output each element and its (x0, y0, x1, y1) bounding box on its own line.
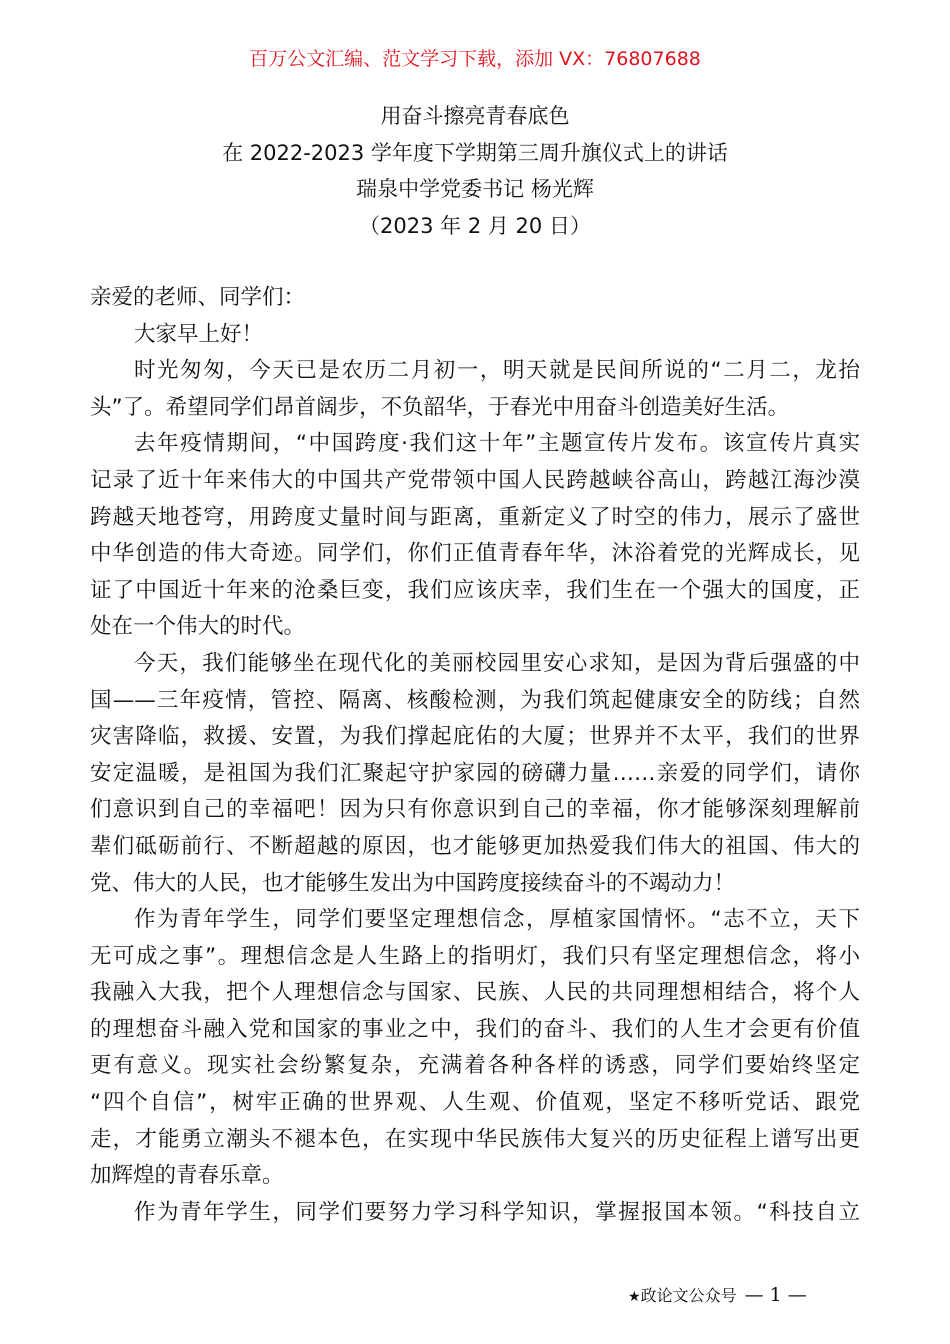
body-text-line: 无可成之事”。理想信念是人生路上的指明灯，我们只有坚定理想信念，将小 (90, 943, 860, 969)
body-text-line: 亲爱的老师、同学们： (90, 285, 306, 310)
body-text-line: 作为青年学生，同学们要努力学习科学知识，掌握报国本领。“科技自立 (134, 1199, 860, 1225)
body-text-line: 大家早上好！ (134, 321, 264, 347)
star-icon: ★ (628, 1289, 641, 1305)
footer-source: 政论文公众号 (640, 1286, 737, 1305)
body-text-line: 安定温暖，是祖国为我们汇聚起守护家园的磅礴力量……亲爱的同学们，请你 (90, 760, 860, 786)
body-text-line: 党、伟大的人民，也才能够生发出为中国跨度接续奋斗的不竭动力！ (90, 870, 736, 896)
body-text-line: 中华创造的伟大奇迹。同学们，你们正值青春年华，沐浴着党的光辉成长，见 (90, 541, 860, 567)
speaker-line: 瑞泉中学党委书记 杨光辉 (356, 177, 594, 201)
speech-body (90, 280, 860, 1231)
body-text-line: 今天，我们能够坐在现代化的美丽校园里安心求知，是因为背后强盛的中 (134, 650, 860, 676)
body-text-line: 的理想奋斗融入党和国家的事业之中，我们的奋斗、我们的人生才会更有价值 (90, 1016, 860, 1042)
body-text-line: 们意识到自己的幸福吧！因为只有你意识到自己的幸福，你才能够深刻理解前 (90, 797, 860, 823)
body-text-line: 证了中国近十年来的沧桑巨变，我们应该庆幸，我们生在一个强大的国度，正 (90, 577, 860, 603)
body-text-line: 走，才能勇立潮头不褪本色，在实现中华民族伟大复兴的历史征程上谱写出更 (90, 1126, 860, 1152)
watermark-banner: 百万公文汇编、范文学习下载，添加 VX：76807688 (249, 48, 701, 70)
body-text-line: 我融入大我，把个人理想信念与国家、民族、人民的共同理想相结合，将个人 (90, 980, 860, 1006)
body-text-line: 时光匆匆，今天已是农历二月初一，明天就是民间所说的“二月二，龙抬 (134, 358, 860, 384)
page-footer (628, 1283, 807, 1306)
body-text-line: 灾害降临，救援、安置，为我们撑起庇佑的大厦；世界并不太平，我们的世界 (90, 724, 860, 750)
page-number: — 1 — (744, 1284, 807, 1306)
body-text-line: 记录了近十年来伟大的中国共产党带领中国人民跨越峡谷高山，跨越江海沙漠 (90, 467, 860, 493)
date-line: （2023 年 2 月 20 日） (359, 213, 591, 238)
document-title: 用奋斗擦亮青春底色 (380, 104, 570, 128)
body-text-line: 作为青年学生，同学们要坚定理想信念，厚植家国情怀。“志不立，天下 (134, 907, 860, 933)
document-subtitle: 在 2022-2023 学年度下学期第三周升旗仪式上的讲话 (222, 140, 728, 165)
body-text-line: 国——三年疫情，管控、隔离、核酸检测，为我们筑起健康安全的防线；自然 (90, 687, 860, 713)
body-text-line: 加辉煌的青春乐章。 (90, 1163, 284, 1189)
body-text-line: 跨越天地苍穹，用跨度丈量时间与距离，重新定义了时空的伟力，展示了盛世 (90, 504, 860, 530)
body-text-line: 处在一个伟大的时代。 (90, 614, 306, 640)
body-text-line: 更有意义。现实社会纷繁复杂，充满着各种各样的诱惑，同学们要始终坚定 (90, 1053, 860, 1079)
body-text-line: “四个自信”，树牢正确的世界观、人生观、价值观，坚定不移听党话、跟党 (90, 1090, 860, 1116)
body-text-line: 头”了。希望同学们昂首阔步，不负韶华，于春光中用奋斗创造美好生活。 (90, 394, 790, 420)
body-text-line: 辈们砥砺前行、不断超越的原因，也才能够更加热爱我们伟大的祖国、伟大的 (90, 833, 860, 859)
title-block (0, 98, 950, 244)
body-text-line: 去年疫情期间，“中国跨度·我们这十年”主题宣传片发布。该宣传片真实 (134, 431, 860, 457)
